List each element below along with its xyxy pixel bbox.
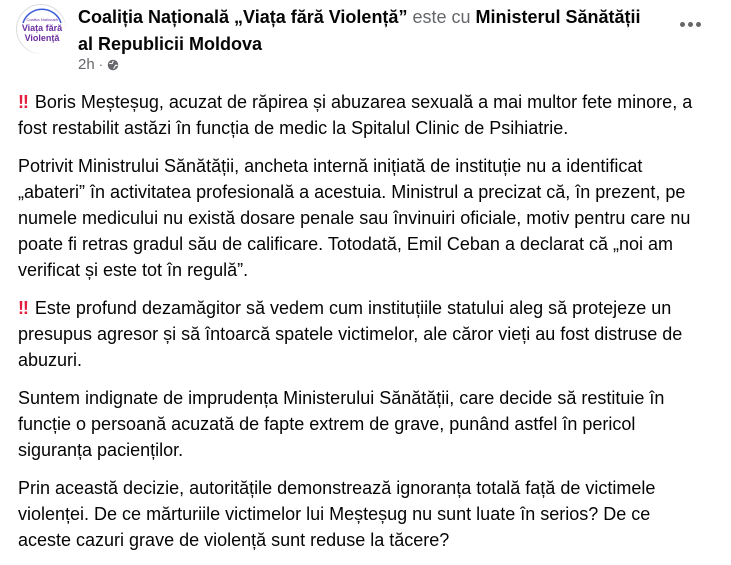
avatar-line2: Viața fără	[21, 23, 63, 33]
globe-icon[interactable]	[107, 59, 119, 71]
post-body	[18, 89, 708, 565]
post-title	[78, 4, 658, 58]
post-paragraph	[18, 295, 708, 373]
post-meta	[78, 56, 119, 73]
avatar-logo	[17, 5, 67, 55]
post-paragraph	[18, 89, 708, 141]
timestamp[interactable]: 2h	[78, 56, 95, 73]
post-header	[16, 0, 716, 80]
post-paragraph	[18, 475, 708, 553]
tagged-page-link[interactable]: Ministerul Sănătății al Republicii Moldova	[78, 7, 641, 54]
paragraph-text: Suntem indignate de imprudența Ministerului Sănătății, care decide să restituie în funcție o persoană acuzată de fapte extrem de grave, punând astfel în pericol siguranța pacienților.	[18, 388, 665, 460]
author-link[interactable]: Coaliția Națională „Viața fără Violență”	[78, 7, 408, 27]
page-avatar[interactable]	[16, 4, 66, 54]
paragraph-text: Boris Meșteșug, acuzat de răpirea și abuzarea sexuală a mai multor fete minore, a fost restabilit astăzi în funcția de medic la Spitalul Clinic de Psihiatrie.	[18, 92, 693, 138]
post-paragraph	[18, 385, 708, 463]
double-exclamation-icon: ‼	[18, 298, 27, 318]
dot-icon	[696, 22, 701, 27]
paragraph-text: Potrivit Ministrului Sănătății, ancheta internă inițiată de instituție nu a identificat „abateri” în activitatea profesională a acestuia. Ministrul a precizat că, în prezent, pe numele medicului nu există dosare penale sau învinuiri oficiale, motiv pentru care nu poate fi retras gradul său de calificare. Totodată, Emil Ceban a declarat că „noi am verificat și este tot în regulă”.	[18, 156, 691, 280]
paragraph-text: Este profund dezamăgitor să vedem cum instituțiile statului aleg să protejeze un presupus agresor și să întoarcă spatele victimelor, ale căror vieți au fost distruse de abuzuri.	[18, 298, 683, 370]
double-exclamation-icon: ‼	[18, 92, 27, 112]
avatar-line3: Violență	[24, 33, 60, 43]
paragraph-text: Prin această decizie, autoritățile demonstrează ignoranța totală față de victimele violenței. De ce mărturiile victimelor lui Meșteșug nu sunt luate în serios? De ce aceste cazuri grave de violență sunt reduse la tăcere?	[18, 478, 656, 550]
post-paragraph	[18, 153, 708, 283]
with-connector: este cu	[407, 7, 476, 27]
dot-icon	[688, 22, 693, 27]
avatar-line1: Coaliția Națională	[26, 17, 58, 22]
dot-icon	[680, 22, 685, 27]
meta-separator: ·	[98, 57, 104, 72]
more-options-button[interactable]	[672, 6, 708, 42]
